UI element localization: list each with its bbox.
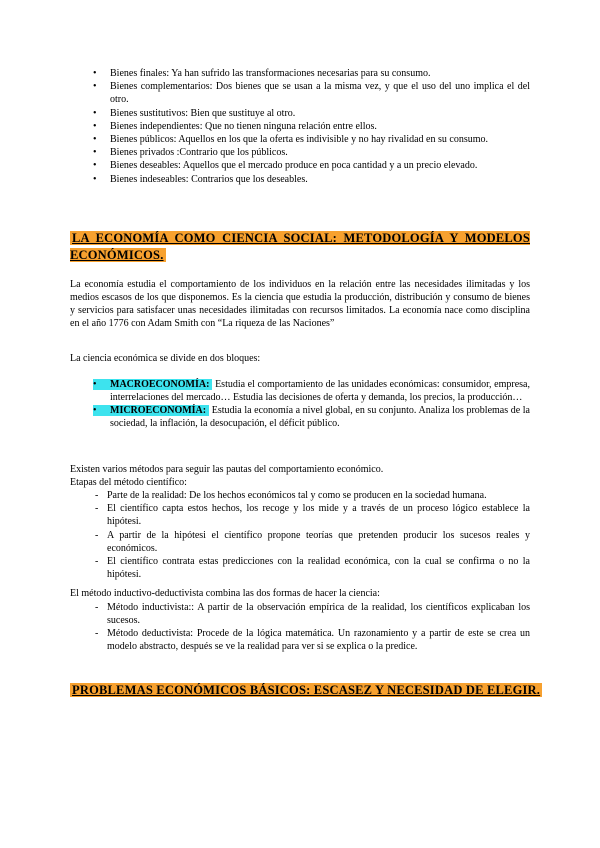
- bullet-icon: •: [93, 147, 97, 159]
- list-item: [70, 502, 530, 528]
- dash-icon: -: [95, 503, 99, 515]
- term-highlight: [93, 379, 212, 390]
- method-steps-list: [70, 489, 530, 581]
- dash-icon: -: [95, 529, 99, 541]
- heading-highlight: LA ECONOMÍA COMO CIENCIA SOCIAL: METODOLOGÍA Y MODELOS ECONÓMICOS.: [70, 230, 530, 263]
- list-item: [70, 146, 530, 159]
- dash-icon: -: [95, 601, 99, 613]
- list-item-text: Bienes complementarios: Dos bienes que se usan a la misma vez, y que el uso del uno implica el del otro.: [110, 81, 530, 106]
- list-item: [70, 529, 530, 555]
- paragraph-metodos: Existen varios métodos para seguir las pautas del comportamiento económico.: [70, 463, 384, 475]
- list-item-macroeconomia: [70, 378, 530, 404]
- list-item: [70, 489, 530, 502]
- list-item-text: Bienes finales: Ya han sufrido las transformaciones necesarias para su consumo.: [110, 68, 431, 79]
- bullet-icon: •: [93, 378, 97, 390]
- list-item-text: Bienes indeseables: Contrarios que los deseables.: [110, 173, 308, 185]
- list-item: [70, 80, 530, 106]
- list-item-text: Bienes privados :Contrario que los públicos.: [110, 147, 288, 159]
- goods-types-list: [70, 67, 530, 186]
- bullet-icon: •: [93, 405, 97, 417]
- paragraph-dos-bloques: La ciencia económica se divide en dos bloques:: [70, 352, 261, 364]
- list-item-microeconomia: [70, 404, 530, 430]
- term-text: MACROECONOMÍA:: [110, 378, 210, 390]
- list-item: [70, 159, 530, 172]
- list-item-text: Bienes deseables: Aquellos que el mercado produce en poca cantidad y a un precio elevado.: [110, 160, 478, 172]
- paragraph-inductivo-deductivo: El método inductivo-deductivista combina las dos formas de hacer la ciencia:: [70, 588, 380, 600]
- list-item-text: A partir de la hipótesi el científico propone teorías que pretenden producir los sucesos reales y económicos.: [107, 529, 530, 554]
- term-text: MICROECONOMÍA:: [110, 405, 207, 417]
- dash-icon: -: [95, 490, 99, 502]
- list-item: [70, 107, 530, 120]
- list-item-text: Método deductivista: Procede de la lógica matemática. Un razonamiento y a partir de este se crea un modelo abstracto, después se ve la realidad para ver si se explica o la predice.: [107, 628, 530, 653]
- bullet-icon: •: [93, 120, 97, 132]
- term-highlight: [93, 405, 209, 416]
- list-item: [70, 133, 530, 146]
- bullet-icon: •: [93, 134, 97, 146]
- list-item-text: Parte de la realidad: De los hechos económicos tal y como se producen en la sociedad humana.: [107, 490, 487, 502]
- paragraph-etapas: Etapas del método científico:: [70, 476, 187, 488]
- method-types-list: [70, 601, 530, 654]
- heading-highlight: PROBLEMAS ECONÓMICOS BÁSICOS: ESCASEZ Y NECESIDAD DE ELEGIR.: [72, 682, 541, 697]
- econ-branches-list: [70, 378, 530, 431]
- bullet-icon: •: [93, 81, 97, 93]
- list-item-text: Método inductivista:: A partir de la observación empírica de la realidad, los científicos explicaban los sucesos.: [107, 601, 530, 626]
- bullet-icon: •: [93, 160, 97, 172]
- section-heading-economia-social: [70, 230, 530, 265]
- list-item: [70, 627, 530, 653]
- bullet-icon: •: [93, 173, 97, 185]
- list-item-text: El científico capta estos hechos, los recoge y los mide y a través de un proceso lógico establece la hipótesi.: [107, 503, 530, 528]
- dash-icon: -: [95, 556, 99, 568]
- bullet-icon: •: [93, 107, 97, 119]
- paragraph-economia-definicion: La economía estudia el comportamiento de los individuos en la relación entre las necesidades ilimitadas y los medios escasos de los que disponemos. Es la ciencia que estudia la producción, distribución y consumo de bienes y servicios para satisfacer unas necesidades ilimitadas con recursos limitados. La economía nace como disciplina en el año 1776 con Adam Smith con “La riqueza de las Naciones”: [70, 278, 530, 330]
- list-item-text: Estudia la economía a nivel global, en su conjunto. Analiza los problemas de la sociedad, la inflación, la desocupación, el déficit público.: [110, 405, 530, 430]
- list-item: [70, 173, 530, 186]
- list-item: [70, 601, 530, 627]
- list-item: [70, 120, 530, 133]
- dash-icon: -: [95, 628, 99, 640]
- list-item-text: Bienes sustitutivos: Bien que sustituye al otro.: [110, 107, 296, 119]
- list-item-text: Bienes independientes: Que no tienen ninguna relación entre ellos.: [110, 120, 377, 132]
- list-item: [70, 555, 530, 581]
- list-item-text: El científico contrata estas predicciones con la realidad económica, con la cual se confirma o no la hipótesi.: [107, 556, 530, 581]
- list-item-text: Bienes públicos: Aquellos en los que la oferta es indivisible y no hay rivalidad en su consumo.: [110, 134, 488, 146]
- list-item-text: Estudia el comportamiento de las unidades económicas: consumidor, empresa, interrelaciones del mercado… Estudia las decisiones de oferta y demanda, los precios, la producción…: [110, 378, 530, 404]
- list-item: [70, 67, 530, 80]
- section-heading-problemas-basicos: [70, 682, 541, 700]
- bullet-icon: •: [93, 68, 97, 79]
